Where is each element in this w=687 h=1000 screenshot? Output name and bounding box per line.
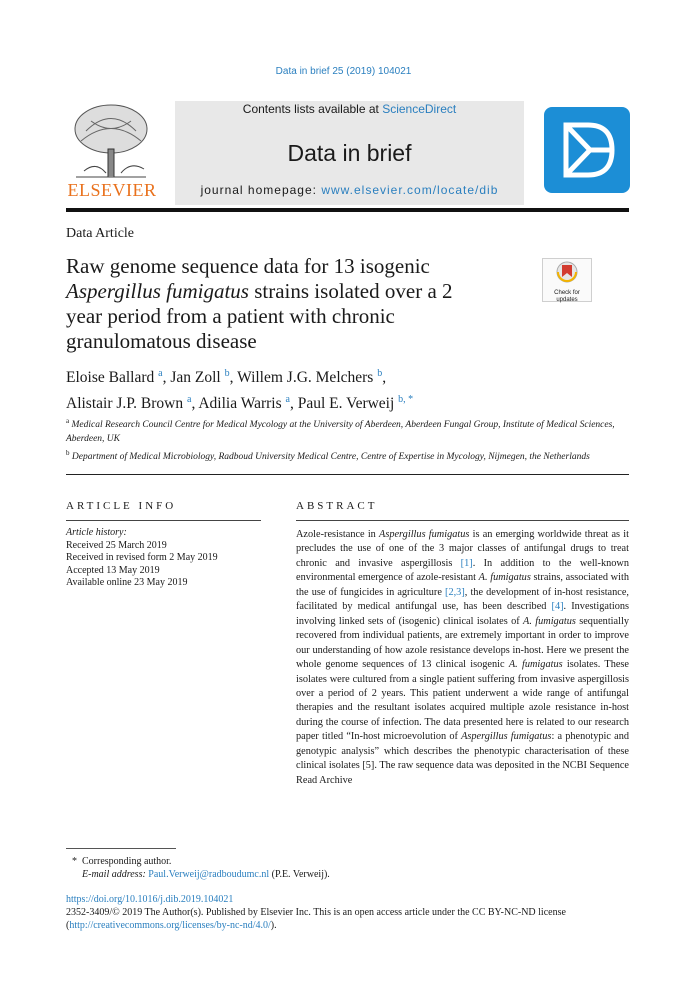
contents-prefix: Contents lists available at: [242, 102, 383, 116]
affiliation-b: [66, 446, 626, 464]
citation-link[interactable]: [4]: [551, 601, 564, 613]
elsevier-wordmark: ELSEVIER: [67, 180, 157, 200]
contents-line: [175, 102, 524, 116]
crossmark-line-2: updates: [556, 297, 578, 303]
dib-logo-icon: [544, 107, 630, 193]
article-type: Data Article: [66, 226, 135, 241]
sciencedirect-link[interactable]: ScienceDirect: [382, 102, 457, 116]
homepage-link[interactable]: www.elsevier.com/locate/dib: [321, 183, 499, 197]
article-info-heading: ARTICLE INFO: [66, 500, 177, 512]
check-for-updates-badge[interactable]: [542, 258, 592, 302]
author-affiliation-mark[interactable]: a: [285, 394, 290, 406]
author-affiliation-mark[interactable]: b: [224, 368, 230, 379]
abstract-text: isolates. These isolates were cultured from a single patient suffering from invasive aspergillosis over a period of 2 years. This patient underwent a wide range of antifungal therapies and the resultant isolates acquired multiple azole resistance in-host during the course of infection. The data presented here is related to our research paper titled “In-host microevolution of: [296, 659, 629, 743]
title-line-1: Raw genome sequence data for 13 isogenic: [66, 254, 430, 278]
citation-link[interactable]: [2,3]: [445, 586, 465, 598]
crossmark-line-1: Check for: [554, 290, 580, 296]
abstract-text: . Investigations involving linked sets of (isogenic) clinical isolates of: [296, 601, 629, 627]
abstract-heading: ABSTRACT: [296, 500, 378, 512]
footnote-star: *: [72, 856, 77, 867]
history-accepted: Accepted 13 May 2019: [66, 564, 160, 576]
doi-and-license: [66, 893, 629, 932]
author-name: Paul E. Verweij: [297, 395, 395, 413]
abstract-divider: [296, 520, 629, 521]
license-line: [66, 906, 629, 932]
citation-link[interactable]: [1]: [460, 557, 473, 569]
author-name: Eloise Ballard: [66, 369, 155, 387]
article-title: [66, 254, 526, 354]
author-list: Eloise Ballard $^a$, Jan Zoll $^b$, Willem J.G. Melchers $^b$, Alistair J.P. Brown $^a$, Adilia Warris $^a$, Paul E. Verweij $^{b, *}$: [66, 368, 414, 413]
email-link[interactable]: Paul.Verweij@radboudumc.nl: [148, 869, 270, 880]
header-divider: [66, 474, 629, 475]
author-affiliation-mark[interactable]: b: [377, 368, 383, 379]
license-link[interactable]: http://creativecommons.org/licenses/by-nc-nd/4.0/: [69, 920, 271, 931]
abstract-body: [296, 528, 629, 788]
author-affiliation-mark[interactable]: a: [158, 368, 163, 379]
species-name: Aspergillus fumigatus: [461, 731, 552, 743]
data-in-brief-logo: [544, 107, 630, 193]
author-name: Alistair J.P. Brown: [66, 395, 184, 413]
abstract-text: is an emerging worldwide threat as it precludes the use of one of the 3 major classes of antifungal drugs to treat chronic and invasive aspergillosis: [296, 529, 629, 569]
corresponding-author-note: [66, 855, 629, 868]
title-line-4: granulomatous disease: [66, 329, 257, 353]
corresponding-label: Corresponding author.: [82, 856, 172, 867]
article-history: [66, 527, 218, 590]
journal-homepage-line: [175, 183, 524, 197]
abstract-text: strains, associated with the use of fungicides in agriculture: [296, 572, 629, 598]
crossmark-icon: [543, 259, 591, 285]
author-name: Adilia Warris: [198, 395, 282, 413]
abstract-text: . In addition to the well-known environmental emergence of azole-resistant: [296, 557, 629, 584]
history-revised: Received in revised form 2 May 2019: [66, 552, 218, 563]
affiliation-label: a: [66, 417, 70, 425]
species-name: A. fumigatus: [478, 572, 531, 584]
homepage-prefix: journal homepage:: [200, 183, 322, 197]
footnote: [66, 855, 629, 881]
email-label: E-mail address:: [82, 869, 149, 880]
species-name: Aspergillus fumigatus: [379, 529, 470, 540]
footnote-divider: [66, 848, 176, 849]
history-online: Available online 23 May 2019: [66, 577, 188, 588]
affiliation-text: Department of Medical Microbiology, Radboud University Medical Centre, Centre of Expertise in Mycology, Nijmegen, the Netherlands: [71, 452, 590, 463]
article-info-divider: [66, 520, 261, 521]
species-name: A. fumigatus: [523, 615, 576, 627]
history-received: Received 25 March 2019: [66, 539, 167, 551]
license-close: ).: [270, 920, 277, 931]
abstract-text: sequentially recovered from individual patients, are extremely important in order to improve our understanding of how azole resistance develops in-host. Here we present the whole genome sequences of 13 clinical isogenic: [296, 615, 629, 671]
author-name: Jan Zoll: [170, 369, 221, 387]
journal-title: Data in brief: [287, 140, 412, 166]
title-line-2: [66, 279, 526, 304]
affiliations: [66, 414, 626, 464]
abstract-text: Azole-resistance in: [296, 529, 380, 540]
abstract-text: , the development of in-host resistance, facilitated by medical antifungal use, has been described: [296, 586, 629, 613]
abstract-text: : a phenotypic and genotypic analysis” which describes the phenotypic characterisation of these clinical isolates [5]. The raw sequence data was deposited in the NCBI Sequence Read Archive: [296, 731, 629, 786]
species-name: A. fumigatus: [508, 659, 563, 671]
title-species: Aspergillus fumigatus: [66, 279, 249, 303]
author-affiliation-mark[interactable]: b, *: [398, 394, 414, 406]
journal-reference-link[interactable]: Data in brief 25 (2019) 104021: [275, 66, 412, 77]
license-text: 2352-3409/© 2019 The Author(s). Published by Elsevier Inc. This is an open access article under the CC BY-NC-ND license (: [66, 907, 566, 931]
masthead-divider: [66, 208, 629, 212]
history-label: Article history:: [66, 527, 127, 538]
affiliation-text: Medical Research Council Centre for Medical Mycology at the University of Aberdeen, Aberdeen Fungal Group, Institute of Medical Sciences, Aberdeen, UK: [66, 420, 615, 445]
title-line-3: year period from a patient with chronic: [66, 304, 395, 328]
doi-link[interactable]: https://doi.org/10.1016/j.dib.2019.104021: [66, 894, 234, 905]
affiliation-a: [66, 414, 626, 446]
title-line-2-rest: strains isolated over a 2: [248, 279, 453, 303]
author-name: Willem J.G. Melchers: [237, 369, 374, 387]
affiliation-label: b: [66, 449, 70, 458]
author-affiliation-mark[interactable]: a: [187, 394, 192, 406]
email-suffix: (P.E. Verweij).: [269, 869, 330, 880]
email-line: [66, 868, 629, 881]
